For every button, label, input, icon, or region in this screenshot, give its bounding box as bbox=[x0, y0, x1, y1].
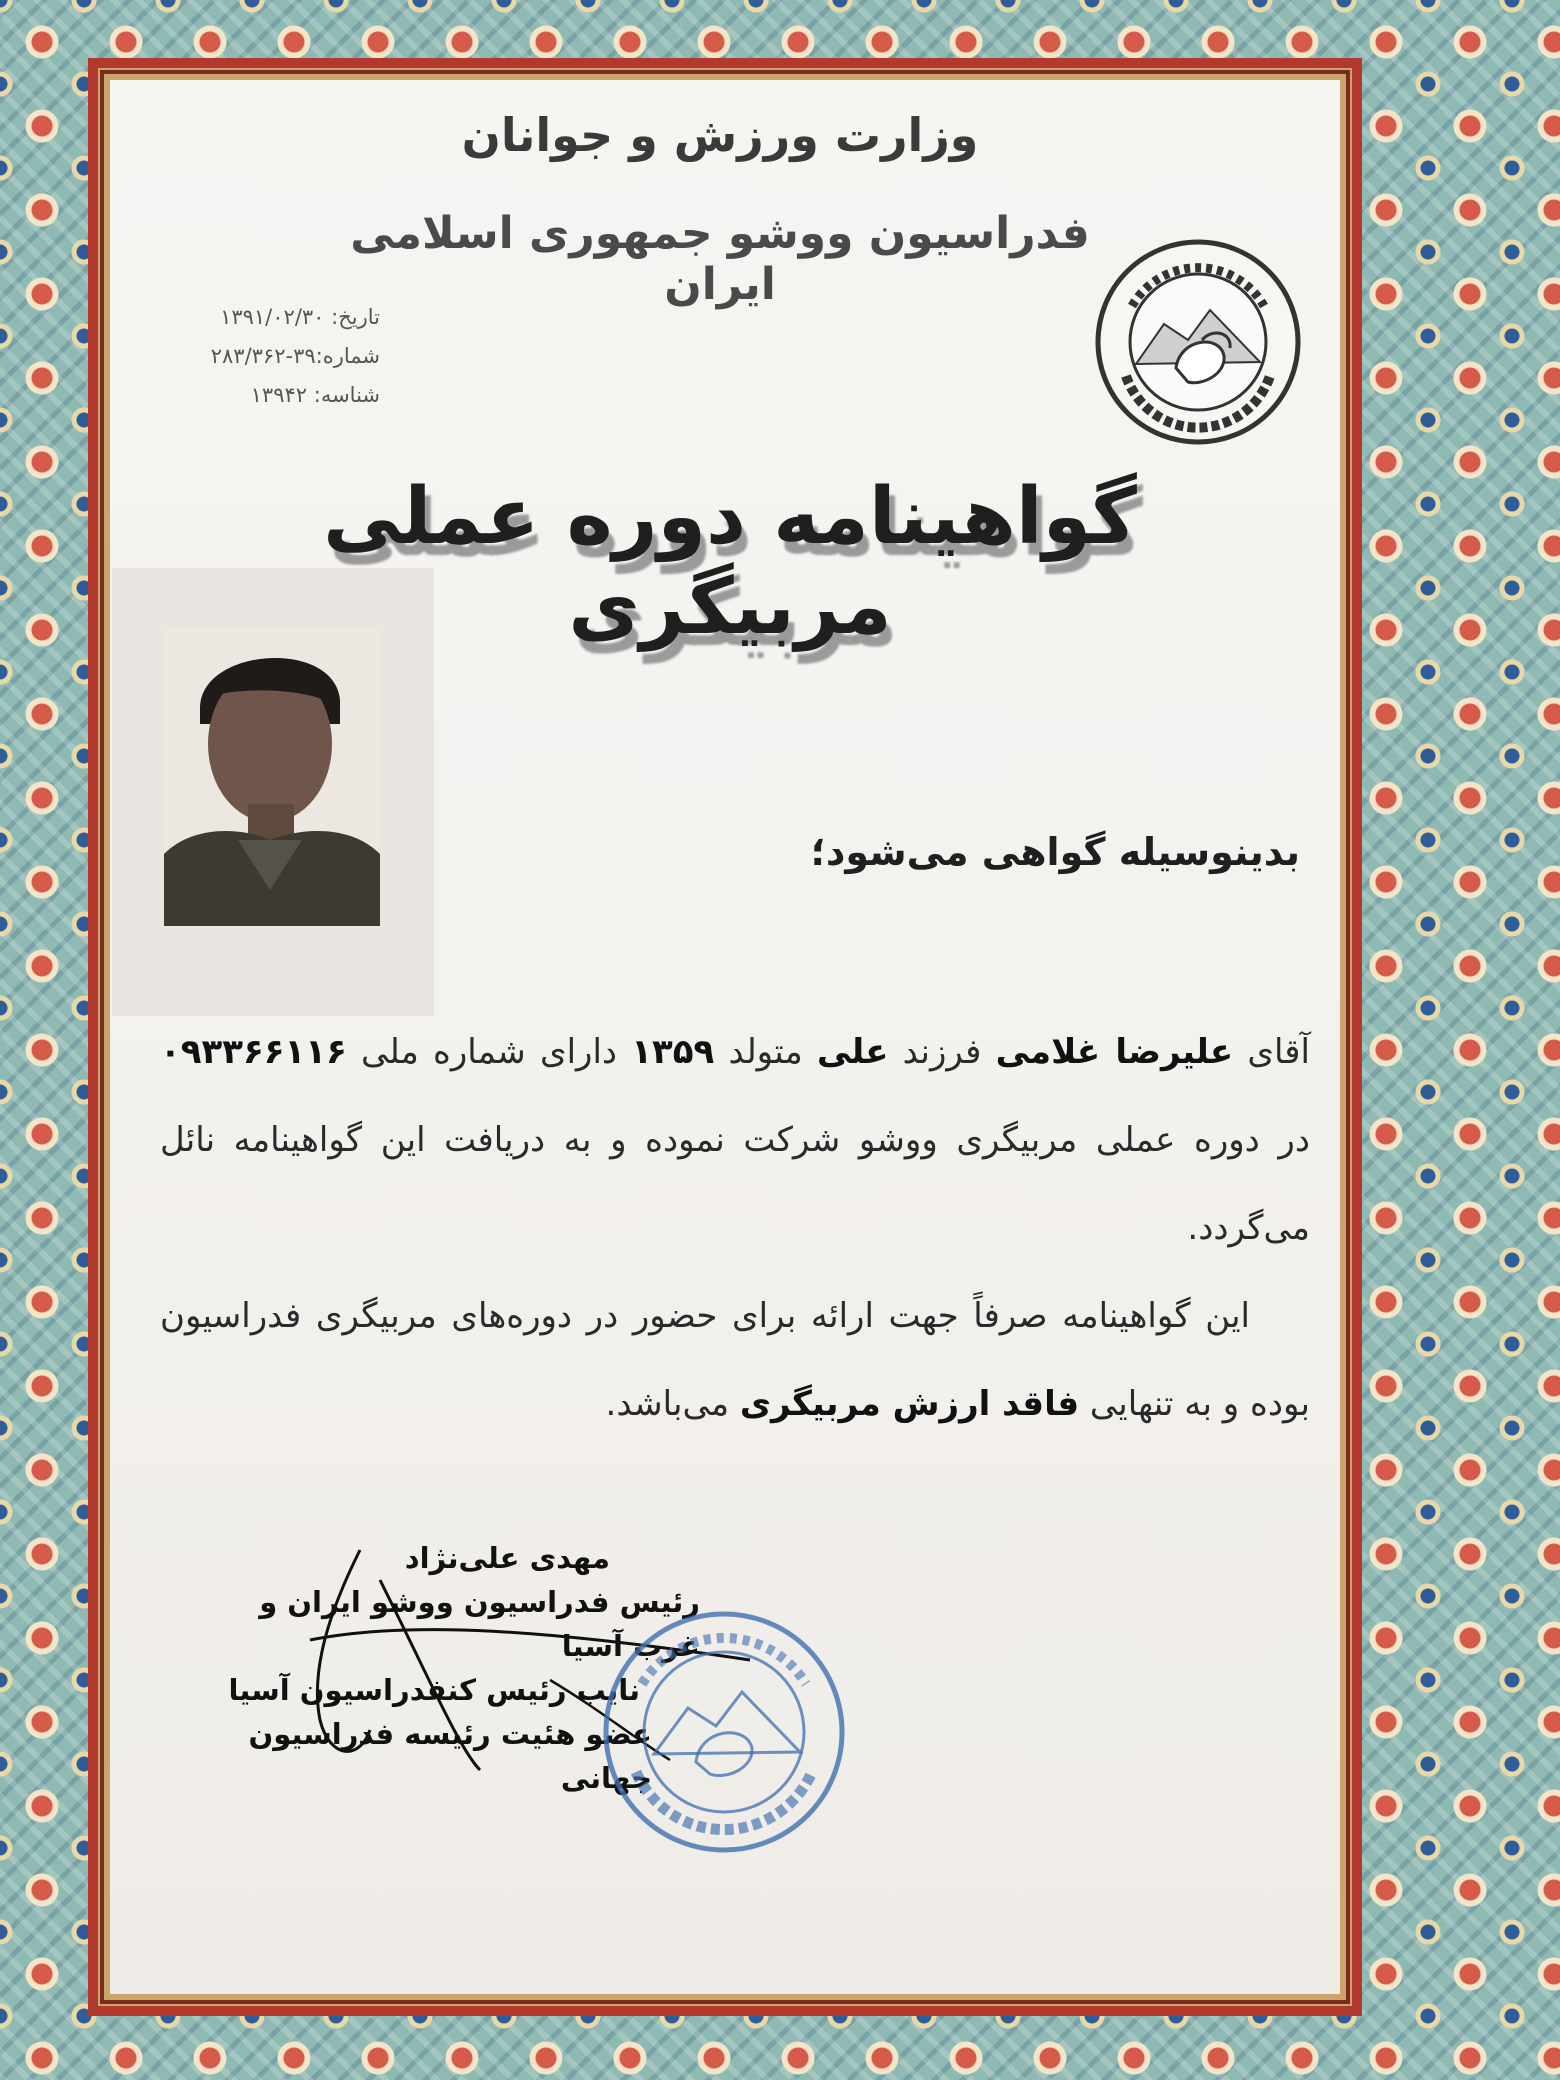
meta-id: شناسه: ۱۳۹۴۲ bbox=[250, 383, 380, 407]
federation-heading: فدراسیون ووشو جمهوری اسلامی ایران bbox=[350, 208, 1090, 310]
signatory-name: مهدی علی‌نژاد bbox=[404, 1541, 610, 1575]
father-name: علی bbox=[816, 1032, 889, 1072]
body-text-national-id: دارای شماره ملی bbox=[346, 1032, 632, 1072]
holder-name: علیرضا غلامی bbox=[995, 1032, 1234, 1072]
certificate-body bbox=[160, 1008, 1310, 1448]
body-text-completion: در دوره عملی مربیگری ووشو شرکت نموده و به دریافت این گواهینامه نائل می‌گردد. bbox=[160, 1120, 1310, 1248]
body-paragraph-1 bbox=[160, 1008, 1310, 1272]
body-paragraph-2 bbox=[160, 1272, 1310, 1448]
signatory-role-2: نایب رئیس کنفدراسیون آسیا bbox=[228, 1673, 640, 1707]
disclaimer-text: این گواهینامه صرفاً جهت ارائه برای حضور در دوره‌های مربیگری فدراسیون بوده و به تنهایی bbox=[160, 1296, 1310, 1424]
body-text-son-of: فرزند bbox=[888, 1032, 996, 1072]
birth-year: ۱۳۵۹ bbox=[631, 1032, 715, 1072]
holder-photo bbox=[164, 628, 380, 926]
certification-statement: بدینوسیله گواهی می‌شود؛ bbox=[810, 830, 1300, 874]
body-prefix: آقای bbox=[1233, 1032, 1311, 1072]
federation-stamp-icon bbox=[596, 1604, 852, 1860]
disclaimer-bold: فاقد ارزش مربیگری bbox=[739, 1384, 1080, 1424]
meta-date: تاریخ: ۱۳۹۱/۰۲/۳۰ bbox=[220, 305, 380, 329]
national-id: ۰۹۳۳۶۶۱۱۶ bbox=[160, 1032, 347, 1072]
ministry-heading: وزارت ورزش و جوانان bbox=[461, 108, 979, 162]
body-text-born: متولد bbox=[714, 1032, 817, 1072]
signatory-role-1: رئیس فدراسیون ووشو ایران و غرب آسیا bbox=[259, 1585, 700, 1663]
certificate-title: گواهینامه دوره عملی مربیگری bbox=[323, 472, 1137, 652]
meta-number: شماره:۳۹-۲۸۳/۳۶۲ bbox=[210, 344, 380, 368]
signatory-role-3: عضو هئیت رئیسه فدراسیون جهانی bbox=[248, 1717, 652, 1795]
disclaimer-suffix: می‌باشد. bbox=[605, 1384, 740, 1424]
document-meta bbox=[170, 298, 380, 415]
federation-seal-icon bbox=[1092, 236, 1304, 448]
